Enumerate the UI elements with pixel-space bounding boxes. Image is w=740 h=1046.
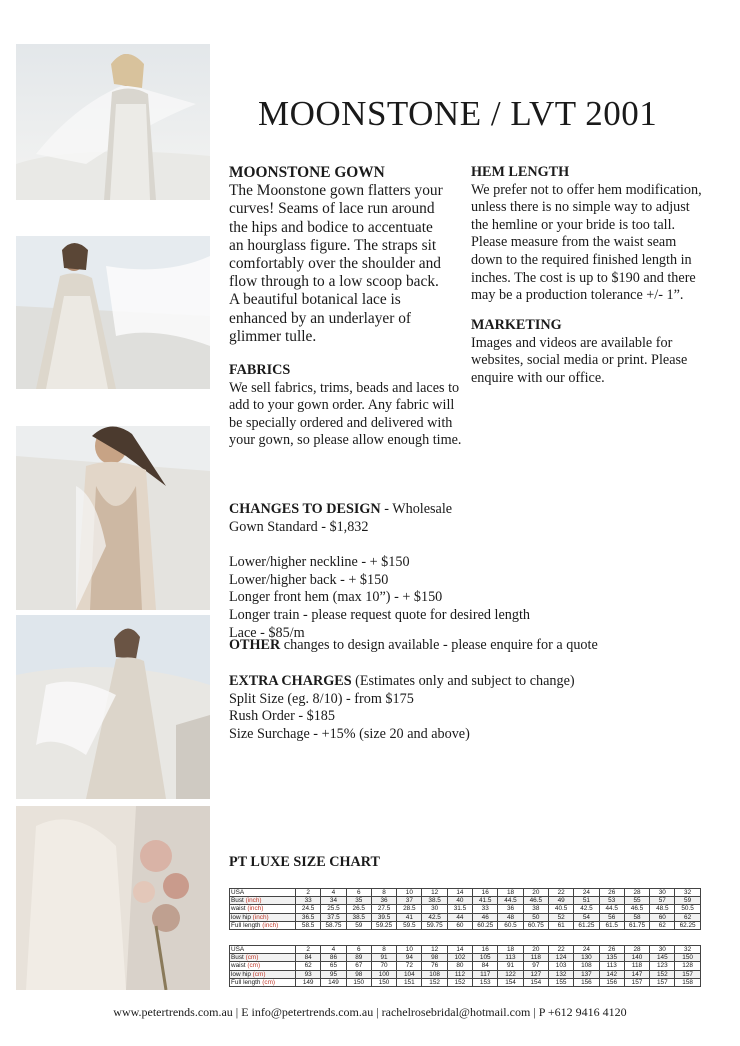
size-header-cell: 12 — [422, 889, 447, 897]
measure-value: 33 — [296, 897, 321, 905]
measure-unit: (cm) — [252, 970, 266, 978]
measure-value: 135 — [599, 954, 624, 962]
measure-value: 58.75 — [321, 921, 346, 929]
gown-line: curves! Seams of lace run around — [229, 200, 435, 218]
measure-value: 58 — [624, 913, 649, 921]
other-heading: OTHER — [229, 637, 281, 653]
size-header-cell: 12 — [422, 946, 447, 954]
size-header-cell: 2 — [296, 889, 321, 897]
fabrics-line: your gown, so please allow enough time. — [229, 432, 462, 449]
size-header-cell: 22 — [548, 946, 573, 954]
change-price-line: Lace - $85/m — [229, 624, 305, 641]
measure-value: 53 — [599, 897, 624, 905]
extra-line: Rush Order - $185 — [229, 708, 335, 725]
measure-value: 123 — [650, 962, 675, 970]
measure-value: 44.5 — [498, 897, 523, 905]
measure-value: 86 — [321, 954, 346, 962]
measure-value: 36 — [371, 897, 396, 905]
size-header-row — [230, 946, 701, 954]
size-measure-row — [230, 978, 701, 986]
measure-value: 91 — [371, 954, 396, 962]
measure-value: 42.5 — [422, 913, 447, 921]
measure-value: 35 — [346, 897, 371, 905]
measure-value: 46.5 — [523, 897, 548, 905]
measure-unit: (cm) — [247, 962, 261, 970]
measure-value: 51 — [574, 897, 599, 905]
measure-value: 145 — [650, 954, 675, 962]
measure-value: 157 — [675, 970, 700, 978]
measure-label: waist (cm) — [230, 962, 296, 970]
gown-photo-2 — [16, 236, 210, 389]
measure-value: 60.25 — [473, 921, 498, 929]
hem-line: unless there is no simple way to adjust — [471, 199, 690, 216]
extra-line: Size Surchage - +15% (size 20 and above) — [229, 725, 470, 742]
measure-value: 62 — [650, 921, 675, 929]
hem-line: down to the required finished length in — [471, 251, 692, 268]
size-header-cell: 20 — [523, 946, 548, 954]
measure-value: 48 — [498, 913, 523, 921]
measure-value: 42.5 — [574, 905, 599, 913]
gown-photo-1 — [16, 44, 210, 200]
size-header-cell: 4 — [321, 946, 346, 954]
measure-value: 46 — [473, 913, 498, 921]
measure-value: 62 — [675, 913, 700, 921]
gown-standard-price: Gown Standard - $1,832 — [229, 518, 369, 535]
measure-value: 108 — [422, 970, 447, 978]
measure-value: 59 — [346, 921, 371, 929]
measure-value: 151 — [397, 978, 422, 986]
measure-value: 130 — [574, 954, 599, 962]
extra-charges-section — [229, 673, 709, 743]
size-header-cell: 30 — [650, 889, 675, 897]
hem-line: inches. The cost is up to $190 and there — [471, 269, 696, 286]
measure-unit: (inch) — [262, 921, 279, 929]
size-header-cell: 6 — [346, 889, 371, 897]
extra-note: (Estimates only and subject to change) — [351, 673, 575, 689]
gown-photo-5 — [16, 806, 210, 990]
size-header-cell: 10 — [397, 889, 422, 897]
measure-label: Bust (cm) — [230, 954, 296, 962]
measure-unit: (cm) — [262, 978, 276, 986]
gown-line: comfortably over the shoulder and — [229, 255, 441, 273]
measure-unit: (inch) — [252, 913, 269, 921]
size-chart-title: PT LUXE SIZE CHART — [229, 854, 381, 870]
extra-line: Split Size (eg. 8/10) - from $175 — [229, 690, 414, 707]
measure-value: 89 — [346, 954, 371, 962]
measure-value: 103 — [548, 962, 573, 970]
measure-value: 57 — [650, 897, 675, 905]
measure-value: 38.5 — [422, 897, 447, 905]
measure-value: 50.5 — [675, 905, 700, 913]
size-measure-row — [230, 962, 701, 970]
size-header-cell: 8 — [371, 946, 396, 954]
other-section — [229, 637, 709, 655]
size-header-label: USA — [230, 946, 296, 954]
gown-line: an hourglass figure. The straps sit — [229, 236, 437, 254]
measure-value: 44 — [447, 913, 472, 921]
gown-heading: MOONSTONE GOWN — [229, 164, 385, 181]
measure-value: 137 — [574, 970, 599, 978]
measure-label: Full length (cm) — [230, 978, 296, 986]
size-header-cell: 28 — [624, 889, 649, 897]
size-header-cell: 4 — [321, 889, 346, 897]
measure-value: 59 — [675, 897, 700, 905]
gown-line: A beautiful botanical lace is — [229, 291, 401, 309]
measure-value: 142 — [599, 970, 624, 978]
measure-value: 152 — [447, 978, 472, 986]
measure-value: 40 — [447, 897, 472, 905]
measure-value: 27.5 — [371, 905, 396, 913]
measure-value: 41 — [397, 913, 422, 921]
measure-value: 102 — [447, 954, 472, 962]
size-header-cell: 28 — [624, 946, 649, 954]
measure-unit: (cm) — [245, 954, 259, 962]
hem-line: We prefer not to offer hem modification, — [471, 181, 702, 198]
size-header-label: USA — [230, 889, 296, 897]
measure-value: 152 — [650, 970, 675, 978]
size-header-cell: 26 — [599, 946, 624, 954]
measure-label: Bust (inch) — [230, 897, 296, 905]
measure-value: 140 — [624, 954, 649, 962]
gown-description-section — [229, 164, 469, 346]
hem-length-section — [471, 164, 711, 305]
size-header-cell: 16 — [473, 946, 498, 954]
measure-value: 37 — [397, 897, 422, 905]
measure-value: 113 — [599, 962, 624, 970]
fabrics-line: add to your gown order. Any fabric will — [229, 397, 455, 414]
measure-value: 62.25 — [675, 921, 700, 929]
changes-heading-suffix: - Wholesale — [380, 501, 453, 517]
change-price-line: Longer front hem (max 10”) - + $150 — [229, 589, 443, 606]
measure-value: 59.25 — [371, 921, 396, 929]
gown-photo-3 — [16, 426, 210, 610]
measure-value: 37.5 — [321, 913, 346, 921]
hem-heading: HEM LENGTH — [471, 164, 570, 180]
measure-value: 152 — [422, 978, 447, 986]
size-header-cell: 26 — [599, 889, 624, 897]
size-chart-cm-table — [229, 945, 701, 987]
measure-value: 30 — [422, 905, 447, 913]
size-header-cell: 14 — [447, 889, 472, 897]
measure-value: 46.5 — [624, 905, 649, 913]
change-price-line: Lower/higher back - + $150 — [229, 571, 389, 588]
size-header-cell: 18 — [498, 889, 523, 897]
measure-value: 59.5 — [397, 921, 422, 929]
measure-value: 156 — [574, 978, 599, 986]
size-header-cell: 22 — [548, 889, 573, 897]
changes-section — [229, 501, 709, 642]
measure-value: 156 — [599, 978, 624, 986]
size-header-cell: 32 — [675, 889, 700, 897]
measure-value: 70 — [371, 962, 396, 970]
measure-value: 149 — [321, 978, 346, 986]
size-header-cell: 2 — [296, 946, 321, 954]
measure-value: 60 — [447, 921, 472, 929]
measure-value: 25.5 — [321, 905, 346, 913]
measure-value: 153 — [473, 978, 498, 986]
fabrics-line: We sell fabrics, trims, beads and laces to — [229, 379, 460, 396]
measure-value: 147 — [624, 970, 649, 978]
measure-value: 150 — [675, 954, 700, 962]
measure-value: 84 — [473, 962, 498, 970]
measure-value: 157 — [624, 978, 649, 986]
measure-value: 61.75 — [624, 921, 649, 929]
measure-value: 72 — [397, 962, 422, 970]
gown-line: flow through to a low scoop back. — [229, 273, 439, 291]
measure-value: 105 — [473, 954, 498, 962]
size-header-cell: 8 — [371, 889, 396, 897]
measure-value: 34 — [321, 897, 346, 905]
measure-value: 55 — [624, 897, 649, 905]
measure-value: 150 — [371, 978, 396, 986]
measure-value: 127 — [523, 970, 548, 978]
measure-value: 112 — [447, 970, 472, 978]
gown-photo-4 — [16, 615, 210, 799]
measure-value: 49 — [548, 897, 573, 905]
measure-value: 158 — [675, 978, 700, 986]
measure-value: 67 — [346, 962, 371, 970]
contact-footer: www.petertrends.com.au | E info@petertrends.com.au | rachelrosebridal@hotmail.com | P +612 9416 4120 — [113, 1005, 627, 1019]
measure-value: 50 — [523, 913, 548, 921]
measure-value: 93 — [296, 970, 321, 978]
measure-value: 98 — [346, 970, 371, 978]
marketing-section — [471, 317, 711, 387]
measure-value: 44.5 — [599, 905, 624, 913]
measure-value: 117 — [473, 970, 498, 978]
hem-line: Please measure from the waist seam — [471, 234, 677, 251]
size-measure-row — [230, 897, 701, 905]
change-price-line: Longer train - please request quote for desired length — [229, 606, 530, 623]
size-measure-row — [230, 913, 701, 921]
measure-value: 52 — [548, 913, 573, 921]
size-header-cell: 32 — [675, 946, 700, 954]
gown-line: the hips and bodice to accentuate — [229, 218, 433, 236]
size-header-cell: 30 — [650, 946, 675, 954]
measure-value: 94 — [397, 954, 422, 962]
measure-value: 118 — [523, 954, 548, 962]
marketing-line: websites, social media or print. Please — [471, 352, 688, 369]
measure-value: 155 — [548, 978, 573, 986]
size-measure-row — [230, 954, 701, 962]
measure-value: 61 — [548, 921, 573, 929]
measure-value: 97 — [523, 962, 548, 970]
measure-value: 149 — [296, 978, 321, 986]
measure-value: 54 — [574, 913, 599, 921]
changes-heading: CHANGES TO DESIGN — [229, 501, 381, 517]
measure-value: 80 — [447, 962, 472, 970]
measure-value: 61.5 — [599, 921, 624, 929]
measure-value: 48.5 — [650, 905, 675, 913]
measure-value: 28.5 — [397, 905, 422, 913]
measure-value: 26.5 — [346, 905, 371, 913]
measure-value: 108 — [574, 962, 599, 970]
measure-value: 91 — [498, 962, 523, 970]
measure-label: Full length (inch) — [230, 921, 296, 929]
size-measure-row — [230, 905, 701, 913]
measure-value: 100 — [371, 970, 396, 978]
size-measure-row — [230, 970, 701, 978]
measure-label: low hip (cm) — [230, 970, 296, 978]
measure-value: 40.5 — [548, 905, 573, 913]
fabrics-line: be specially ordered and delivered with — [229, 414, 453, 431]
measure-value: 36 — [498, 905, 523, 913]
measure-value: 76 — [422, 962, 447, 970]
measure-label: waist (inch) — [230, 905, 296, 913]
size-header-cell: 14 — [447, 946, 472, 954]
measure-value: 58.5 — [296, 921, 321, 929]
change-price-line: Lower/higher neckline - + $150 — [229, 554, 410, 571]
marketing-line: enquire with our office. — [471, 369, 605, 386]
measure-value: 39.5 — [371, 913, 396, 921]
measure-unit: (inch) — [245, 897, 262, 905]
size-header-cell: 18 — [498, 946, 523, 954]
measure-label: low hip (inch) — [230, 913, 296, 921]
measure-value: 56 — [599, 913, 624, 921]
measure-value: 61.25 — [574, 921, 599, 929]
size-measure-row — [230, 921, 701, 929]
measure-value: 104 — [397, 970, 422, 978]
measure-value: 60.75 — [523, 921, 548, 929]
measure-value: 128 — [675, 962, 700, 970]
measure-value: 84 — [296, 954, 321, 962]
hem-line: may be a production tolerance +/- 1”. — [471, 287, 684, 304]
measure-value: 150 — [346, 978, 371, 986]
measure-value: 60 — [650, 913, 675, 921]
gown-line: glimmer tulle. — [229, 327, 317, 345]
measure-unit: (inch) — [247, 905, 264, 913]
measure-value: 60.5 — [498, 921, 523, 929]
measure-value: 118 — [624, 962, 649, 970]
marketing-heading: MARKETING — [471, 317, 562, 333]
hem-line: the hemline or your bride is too tall. — [471, 216, 676, 233]
measure-value: 59.75 — [422, 921, 447, 929]
measure-value: 124 — [548, 954, 573, 962]
size-header-cell: 20 — [523, 889, 548, 897]
measure-value: 132 — [548, 970, 573, 978]
size-header-row — [230, 889, 701, 897]
measure-value: 41.5 — [473, 897, 498, 905]
measure-value: 33 — [473, 905, 498, 913]
page-title: MOONSTONE / LVT 2001 — [258, 94, 658, 133]
measure-value: 157 — [650, 978, 675, 986]
size-header-cell: 16 — [473, 889, 498, 897]
measure-value: 98 — [422, 954, 447, 962]
size-header-cell: 6 — [346, 946, 371, 954]
size-chart-inch-table — [229, 888, 701, 930]
size-header-cell: 10 — [397, 946, 422, 954]
measure-value: 122 — [498, 970, 523, 978]
measure-value: 24.5 — [296, 905, 321, 913]
measure-value: 38.5 — [346, 913, 371, 921]
gown-line: enhanced by an underlayer of — [229, 309, 412, 327]
measure-value: 36.5 — [296, 913, 321, 921]
marketing-line: Images and videos are available for — [471, 334, 673, 351]
fabrics-heading: FABRICS — [229, 362, 291, 378]
measure-value: 65 — [321, 962, 346, 970]
extra-heading: EXTRA CHARGES — [229, 673, 352, 689]
size-header-cell: 24 — [574, 889, 599, 897]
measure-value: 154 — [523, 978, 548, 986]
measure-value: 62 — [296, 962, 321, 970]
measure-value: 113 — [498, 954, 523, 962]
fabrics-section — [229, 362, 469, 450]
measure-value: 38 — [523, 905, 548, 913]
other-text: changes to design available - please enquire for a quote — [280, 637, 598, 653]
gown-line: The Moonstone gown flatters your — [229, 182, 443, 200]
measure-value: 154 — [498, 978, 523, 986]
measure-value: 31.5 — [447, 905, 472, 913]
measure-value: 95 — [321, 970, 346, 978]
size-header-cell: 24 — [574, 946, 599, 954]
